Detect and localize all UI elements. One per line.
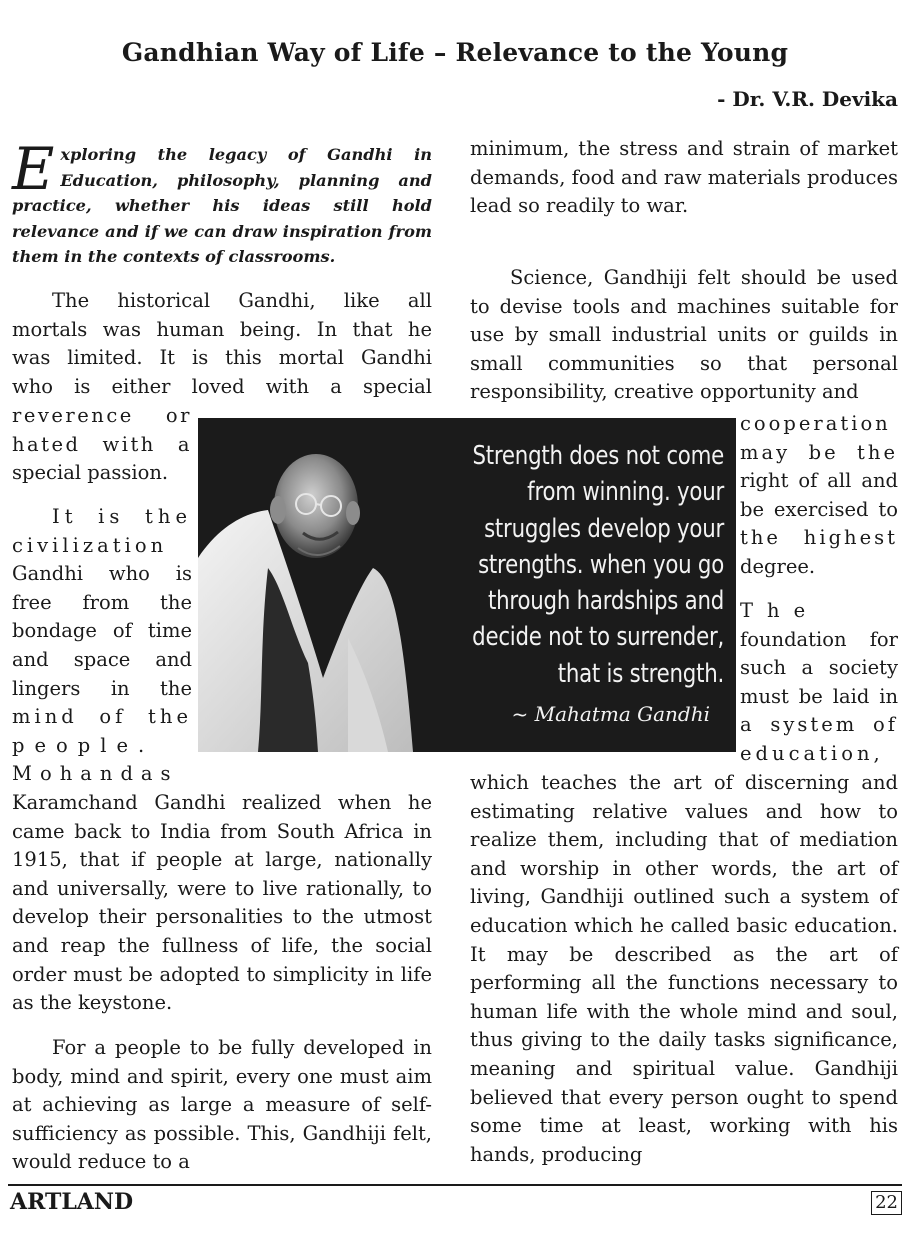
text-line: hated with a (12, 432, 192, 456)
left-para-2-narrow (12, 503, 192, 789)
quote-text (453, 438, 724, 692)
intro-standfirst (12, 135, 432, 270)
quote-line: from winning. your (527, 477, 724, 508)
text-line: mind of the (12, 705, 192, 729)
left-para-2-wide: Karamchand Gandhi realized when he came back to India from South Africa in 1915, that if people at large, nationally and universally, were to live rationally, to develop their personalities to the utmost and reap the fullness of life, the social order must be adopted to simplicity in life as the keystone. (12, 791, 432, 1015)
text-line: was limited. It is this mortal Gandhi (12, 346, 432, 370)
text-line: civilization (12, 533, 168, 557)
text-line: and space and (12, 647, 192, 671)
quote-line: Strength does not come (472, 441, 724, 471)
text-line: The historical Gandhi, like all (52, 289, 432, 312)
quote-line: strengths. when you go (478, 549, 724, 580)
text-line: degree. (740, 554, 816, 578)
left-para-1-narrow (12, 402, 192, 488)
text-line: mortals was human being. In that he (12, 317, 432, 341)
text-line: education, (740, 741, 884, 765)
text-line: people. (12, 733, 155, 757)
text-line: such a society (740, 656, 898, 680)
right-para-1-narrow (740, 410, 898, 582)
right-para-0: minimum, the stress and strain of market demands, food and raw materials produces lead so readily to war. (470, 137, 898, 218)
text-line: Gandhi who is (12, 562, 192, 586)
page-number: 22 (871, 1191, 902, 1215)
right-para-1-top: Science, Gandhiji felt should be used to devise tools and machines suitable for use by small industrial units or guilds in small communities so that personal responsibility, creative opportunity and (470, 266, 898, 404)
text-line: may be the (740, 440, 898, 464)
magazine-name: ARTLAND (10, 1189, 134, 1215)
quote-line: decide not to surrender, (472, 622, 724, 653)
text-line: special passion. (12, 461, 169, 485)
left-para-3: For a people to be fully developed in body, mind and spirit, every one must aim at achieving as large a measure of self-sufficiency as possible. This, Gandhiji felt, would reduce to a (12, 1036, 432, 1174)
text-line: foundation for (740, 627, 898, 651)
quote-line: struggles develop your (484, 513, 724, 544)
text-line: It is the (52, 505, 192, 528)
text-line: free from the (12, 590, 192, 614)
text-line: lingers in the (12, 676, 192, 700)
left-para-1-top (12, 287, 432, 401)
text-line: reverence or (12, 404, 192, 427)
right-para-2-narrow (740, 597, 898, 769)
article-author: - Dr. V.R. Devika (717, 87, 898, 111)
drop-cap: E (12, 135, 55, 203)
article-title: Gandhian Way of Life – Relevance to the Young (121, 38, 789, 67)
quote-line: through hardships and (488, 586, 724, 617)
quote-line: that is strength. (557, 658, 724, 689)
right-para-2-wide: which teaches the art of discerning and estimating relative values and how to realize them, including that of mediation and worship in other words, the art of living, Gandhiji outlined such a system of education which he called basic education. It may be described as the art of performing all the functions necessary to human life with the whole mind and soul, thus giving to the daily tasks significance, meaning and spiritual value. Gandhiji believed that every person ought to spend some time at least, working with his hands, producing (470, 771, 898, 1166)
text-line: must be laid in (740, 684, 898, 708)
text-line: a system of (740, 713, 898, 737)
text-line: Mohandas (12, 762, 179, 786)
quote-signature: ~ Mahatma Gandhi (511, 702, 710, 726)
text-line: bondage of time (12, 619, 192, 643)
text-line: cooperation (740, 412, 891, 435)
text-line: right of all and (740, 469, 898, 493)
text-line: be exercised to (740, 497, 898, 521)
footer-divider (8, 1184, 902, 1186)
intro-text: xploring the legacy of Gandhi in Education, philosophy, planning and practice, whether his ideas still hold relevance and if we can draw inspiration from them in the contexts of classrooms. (12, 145, 432, 266)
text-line: who is either loved with a special (12, 374, 432, 398)
text-line: The (740, 599, 820, 622)
text-line: the highest (740, 526, 898, 550)
